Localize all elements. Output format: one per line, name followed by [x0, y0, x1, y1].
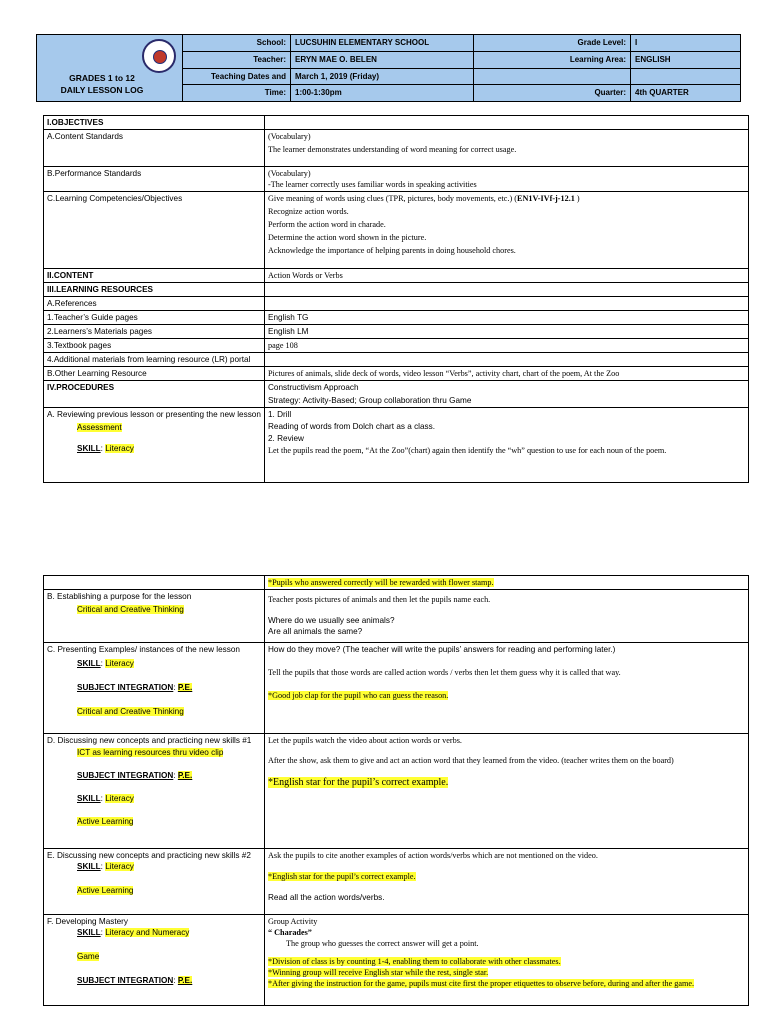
lesson-plan-table-part1	[43, 115, 749, 483]
table-row	[44, 339, 749, 353]
teacher-value: ERYN MAE O. BELEN	[290, 52, 473, 68]
table-row	[44, 130, 749, 167]
objectives-heading: I.OBJECTIVES	[44, 116, 265, 130]
table-row	[44, 269, 749, 283]
table-row	[44, 734, 749, 849]
other-resource-label: B.Other Learning Resource	[44, 367, 265, 381]
table-row	[44, 283, 749, 297]
quarter-label: Quarter:	[473, 85, 630, 101]
table-row	[44, 116, 749, 130]
textbook-label: 3.Textbook pages	[44, 339, 265, 353]
content-standards-cell: (Vocabulary) The learner demonstrates understanding of word meaning for correct usage.	[265, 130, 749, 167]
procedure-d-content: Let the pupils watch the video about action words or verbs. After the show, ask them to give and act an action word that they learned from the video. (teacher writes them on the board) *English star for the pupil’s correct example.	[265, 734, 749, 849]
dates-label: Teaching Dates and	[182, 69, 290, 85]
table-row	[44, 381, 749, 408]
school-label: School:	[182, 35, 290, 51]
learning-resources-heading: III.LEARNING RESOURCES	[44, 283, 265, 297]
procedure-f-content: Group Activity “ Charades” The group who guesses the correct answer will get a point. *Division of class is by counting 1-4, enabling them to collaborate with other classmates. *Winning group will receive English star while the rest, single star. *After giving the instruction for the game, pupils must cite first the proper etiquettes to observe before, during and after the game.	[265, 915, 749, 1006]
teacher-label: Teacher:	[182, 52, 290, 68]
time-value: 1:00-1:30pm	[290, 85, 473, 101]
deped-seal-icon	[142, 39, 176, 73]
reward-note: *Pupils who answered correctly will be rewarded with flower stamp.	[268, 578, 494, 587]
teachers-guide-value: English TG	[265, 311, 749, 325]
procedure-a-label: A. Reviewing previous lesson or presenting the new lesson Assessment SKILL: Literacy	[44, 408, 265, 483]
content-value: Action Words or Verbs	[265, 269, 749, 283]
table-row	[44, 311, 749, 325]
grade-value: I	[630, 35, 740, 51]
competencies-label: C.Learning Competencies/Objectives	[44, 192, 265, 269]
school-value: LUCSUHIN ELEMENTARY SCHOOL	[290, 35, 473, 51]
quarter-value: 4th QUARTER	[630, 85, 740, 101]
procedure-d-label: D. Discussing new concepts and practicing new skills #1 ICT as learning resources thru video clip SUBJECT INTEGRATION: P.E. SKILL: Literacy Active Learning	[44, 734, 265, 849]
table-row	[44, 353, 749, 367]
competency-code: EN1V-IVf-j-12.1	[517, 194, 575, 203]
procedure-b-content: Teacher posts pictures of animals and then let the pupils name each. Where do we usually see animals? Are all animals the same?	[265, 590, 749, 643]
learning-area-label: Learning Area:	[473, 52, 630, 68]
assessment-tag: Assessment	[77, 423, 122, 432]
table-row	[44, 915, 749, 1006]
learners-materials-label: 2.Learners’s Materials pages	[44, 325, 265, 339]
procedures-heading: IV.PROCEDURES	[44, 381, 265, 408]
header-title-block	[37, 35, 182, 101]
content-heading: II.CONTENT	[44, 269, 265, 283]
lesson-plan-table-part2	[43, 575, 749, 1006]
header-title-line2: DAILY LESSON LOG	[60, 85, 144, 95]
table-row	[44, 643, 749, 734]
learners-materials-value: English LM	[265, 325, 749, 339]
competencies-cell: Give meaning of words using clues (TPR, pictures, body movements, etc.) (EN1V-IVf-j-12.1 ) Recognize action words. Perform the action word in charade. Determine the action word shown in the picture. Acknowledge the importance of helping parents in doing household chores.	[265, 192, 749, 269]
skill-literacy-tag: Literacy	[105, 444, 134, 453]
other-resource-value: Pictures of animals, slide deck of words, video lesson “Verbs”, activity chart, chart of the poem, At the Zoo	[265, 367, 749, 381]
content-standards-label: A.Content Standards	[44, 130, 265, 167]
table-row	[44, 167, 749, 192]
procedures-approach: Constructivism Approach Strategy: Activity-Based; Group collaboration thru Game	[265, 381, 749, 408]
lesson-header	[36, 34, 741, 102]
performance-standards-label: B.Performance Standards	[44, 167, 265, 192]
performance-standards-cell: (Vocabulary) -The learner correctly uses familiar words in speaking activities	[265, 167, 749, 192]
table-row	[44, 325, 749, 339]
procedure-c-label: C. Presenting Examples/ instances of the new lesson SKILL: Literacy SUBJECT INTEGRATION: P.E. Critical and Creative Thinking	[44, 643, 265, 734]
table-row	[44, 367, 749, 381]
procedure-e-label: E. Discussing new concepts and practicing new skills #2 SKILL: Literacy Active Learning	[44, 849, 265, 915]
table-row	[44, 408, 749, 483]
teachers-guide-label: 1.Teacher’s Guide pages	[44, 311, 265, 325]
table-row	[44, 849, 749, 915]
header-title-line1: GRADES 1 to 12	[69, 73, 135, 83]
additional-materials-label: 4.Additional materials from learning resource (LR) portal	[44, 353, 265, 367]
textbook-value: page 108	[265, 339, 749, 353]
procedure-a-content: 1. Drill Reading of words from Dolch chart as a class. 2. Review Let the pupils read the poem, “At the Zoo”(chart) again then identify the “wh” question to use for each noun of the poem.	[265, 408, 749, 483]
table-row	[44, 192, 749, 269]
learning-area-value: ENGLISH	[630, 52, 740, 68]
procedure-e-content: Ask the pupils to cite another examples of action words/verbs which are not mentioned on the video. *English star for the pupil’s correct example. Read all the action words/verbs.	[265, 849, 749, 915]
references-label: A.References	[44, 297, 265, 311]
procedure-f-label: F. Developing Mastery SKILL: Literacy and Numeracy Game SUBJECT INTEGRATION: P.E.	[44, 915, 265, 1006]
procedure-c-content: How do they move? (The teacher will write the pupils’ answers for reading and performing later.) Tell the pupils that those words are called action words / verbs then let them guess why it is called that way. *Good job clap for the pupil who can guess the reason.	[265, 643, 749, 734]
dates-value: March 1, 2019 (Friday)	[290, 69, 473, 85]
time-label: Time:	[182, 85, 290, 101]
table-row	[44, 576, 749, 590]
table-row	[44, 590, 749, 643]
grade-label: Grade Level:	[473, 35, 630, 51]
table-row	[44, 297, 749, 311]
procedure-b-label: B. Establishing a purpose for the lesson Critical and Creative Thinking	[44, 590, 265, 643]
